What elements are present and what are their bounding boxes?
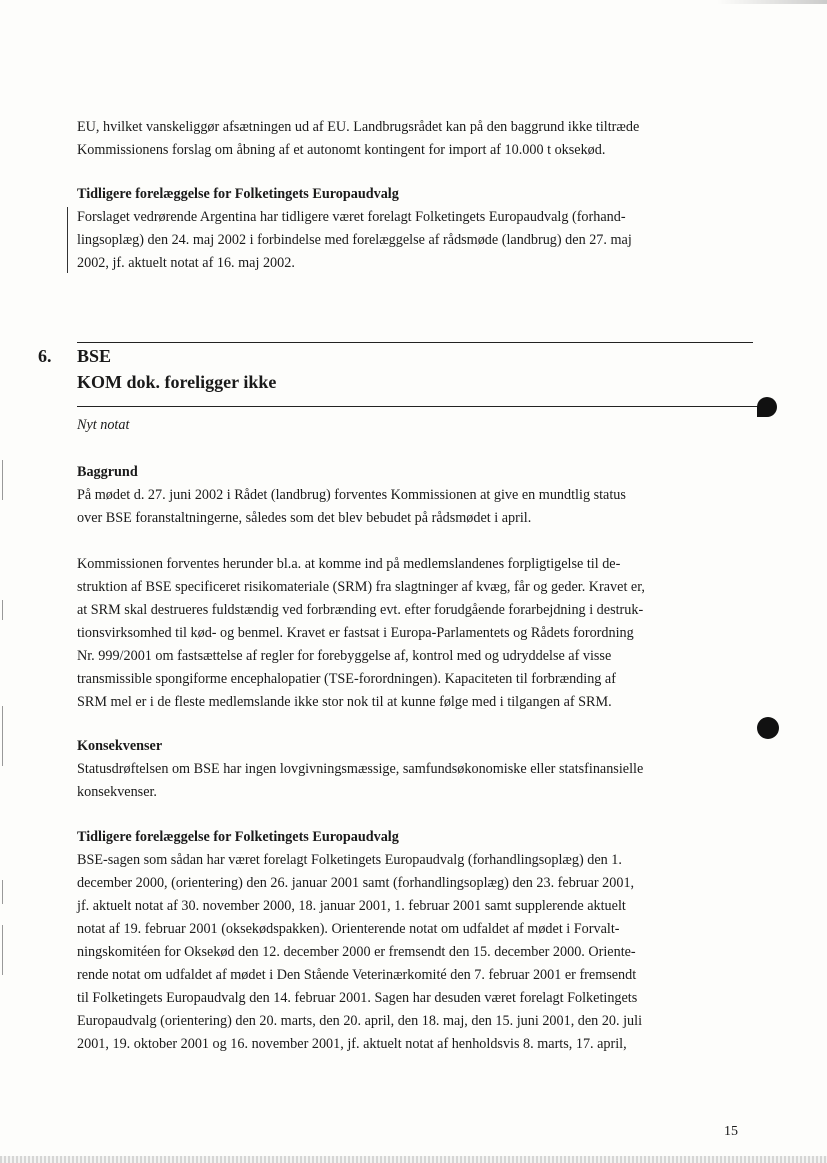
scan-artifact xyxy=(2,600,3,620)
scan-artifact xyxy=(0,1156,827,1163)
text-line: På mødet d. 27. juni 2002 i Rådet (landbrug) forventes Kommissionen at give en mundtlig status xyxy=(77,487,626,503)
scan-artifact xyxy=(717,0,827,4)
change-bar xyxy=(67,207,68,273)
section-number: 6. xyxy=(38,346,52,366)
text-line: Forslaget vedrørende Argentina har tidligere været forelagt Folketingets Europaudvalg (forhand- xyxy=(77,209,626,225)
text-line: over BSE foranstaltningerne, således som det blev bebudet på rådsmødet i april. xyxy=(77,510,532,526)
text-line: EU, hvilket vanskeliggør afsætningen ud af EU. Landbrugsrådet kan på den baggrund ikke tiltræde xyxy=(77,119,640,135)
text-line: 2002, jf. aktuelt notat af 16. maj 2002. xyxy=(77,255,295,271)
text-line: tionsvirksomhed til kød- og benmel. Kravet er fastsat i Europa-Parlamentets og Rådets forordning xyxy=(77,625,634,641)
text-line: rende notat om udfaldet af mødet i Den Stående Veterinærkomité den 7. februar 2001 er fremsendt xyxy=(77,967,637,983)
prior-presentation-section xyxy=(77,826,739,1056)
section-heading: Konsekvenser xyxy=(77,738,163,754)
text-line: Nr. 999/2001 om fastsættelse af regler for forebyggelse af, kontrol med og udryddelse af visse xyxy=(77,648,612,664)
scan-artifact xyxy=(2,706,3,766)
section-heading: Tidligere forelæggelse for Folketingets Europaudvalg xyxy=(77,829,399,845)
text-line: december 2000, (orientering) den 26. januar 2001 samt (forhandlingsoplæg) den 23. februar 2001, xyxy=(77,875,635,891)
text-line: til Folketingets Europaudvalg den 14. februar 2001. Sagen har desuden været forelagt Folketingets xyxy=(77,990,638,1006)
text-line: Kommissionen forventes herunder bl.a. at komme ind på medlemslandenes forpligtigelse til de- xyxy=(77,556,621,572)
text-line: transmissible spongiforme encephalopatier (TSE-forordningen). Kapaciteten til forbrænding af xyxy=(77,671,616,687)
section-bottom-rule xyxy=(77,406,767,407)
note-text: Nyt notat xyxy=(77,417,130,433)
section-heading: Tidligere forelæggelse for Folketingets Europaudvalg xyxy=(77,186,399,202)
scan-artifact xyxy=(2,460,3,500)
scan-artifact xyxy=(2,880,3,904)
consequences-section xyxy=(77,735,739,804)
punch-hole-mark xyxy=(757,717,779,739)
text-line: lingsoplæg) den 24. maj 2002 i forbindelse med forelæggelse af rådsmøde (landbrug) den 27. maj xyxy=(77,232,632,248)
note-label xyxy=(77,414,739,437)
text-line: BSE-sagen som sådan har været forelagt Folketingets Europaudvalg (forhandlingsoplæg) den 1. xyxy=(77,852,622,868)
text-line: SRM mel er i de fleste medlemslande ikke stor nok til at kunne følge med i tilgangen af SRM. xyxy=(77,694,612,710)
text-line: at SRM skal destrueres fuldstændig ved forbrænding evt. efter forudgående forarbejdning i destruk- xyxy=(77,602,644,618)
section-subtitle: KOM dok. foreligger ikke xyxy=(77,372,277,392)
text-line: 2001, 19. oktober 2001 og 16. november 2001, jf. aktuelt notat af henholdsvis 8. marts, 17. april, xyxy=(77,1036,627,1052)
text-line: notat af 19. februar 2001 (oksekødspakken). Orienterende notat om udfaldet af mødet i Forvalt- xyxy=(77,921,620,937)
background-section xyxy=(77,461,739,530)
page-number: 15 xyxy=(724,1124,738,1139)
background-paragraph xyxy=(77,553,739,714)
punch-hole-mark xyxy=(757,397,777,417)
text-line: ningskomitéen for Oksekød den 12. december 2000 er fremsendt den 15. december 2000. Oriente- xyxy=(77,944,636,960)
text-line: konsekvenser. xyxy=(77,784,157,800)
prior-presentation-section xyxy=(77,183,739,275)
text-line: jf. aktuelt notat af 30. november 2000, 18. januar 2001, 1. februar 2001 samt supplerende aktuelt xyxy=(77,898,626,914)
section-title: BSE xyxy=(77,346,112,366)
section-heading: Baggrund xyxy=(77,464,138,480)
top-paragraph xyxy=(77,116,739,162)
text-line: struktion af BSE specificeret risikomateriale (SRM) fra slagtninger af kvæg, får og geder. Kravet er, xyxy=(77,579,645,595)
text-line: Europaudvalg (orientering) den 20. marts, den 20. april, den 18. maj, den 15. juni 2001, den 20. juli xyxy=(77,1013,643,1029)
text-line: Statusdrøftelsen om BSE har ingen lovgivningsmæssige, samfundsøkonomiske eller statsfinansielle xyxy=(77,761,644,777)
text-line: Kommissionens forslag om åbning af et autonomt kontingent for import af 10.000 t oksekød. xyxy=(77,142,606,158)
section-top-rule xyxy=(77,342,753,343)
scan-artifact xyxy=(2,925,3,975)
